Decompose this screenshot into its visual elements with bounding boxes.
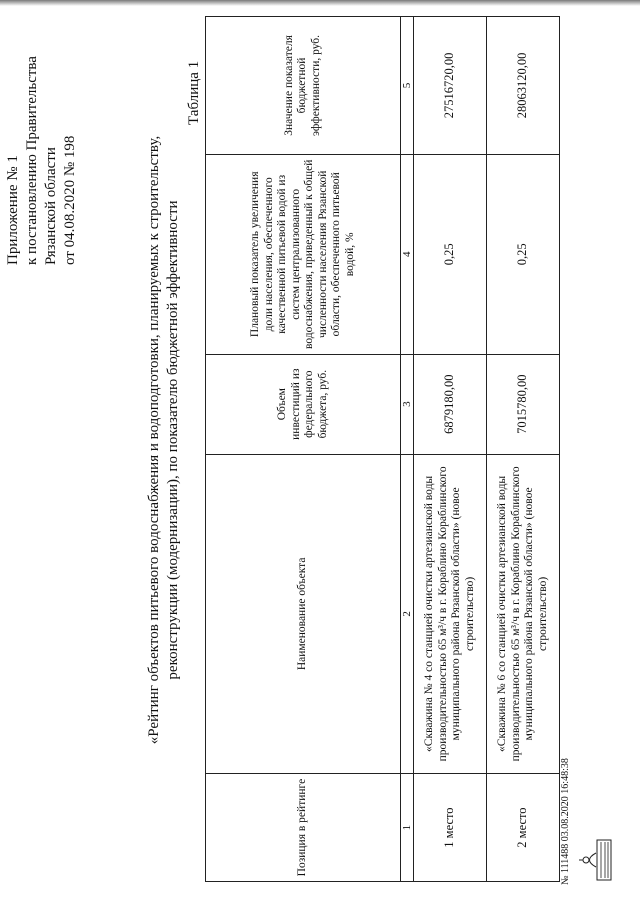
cell-indicator: 0,25 (414, 154, 487, 354)
column-number: 4 (401, 154, 414, 354)
appendix-line-4: от 04.08.2020 № 198 (62, 135, 78, 265)
cell-object-name: «Скважина № 4 со станцией очистки артезианской воды производительностью 65 м³/ч в г. Кораблино Кораблинского муниципального района Рязанской области» (новое строительство) (414, 454, 487, 774)
appendix-line-2: к постановлению Правительства (24, 56, 40, 265)
column-number: 1 (401, 774, 414, 882)
header-object-name: Наименование объекта (206, 454, 401, 774)
header-position: Позиция в рейтинге (206, 774, 401, 882)
seal-emblem-icon (577, 837, 615, 883)
cell-efficiency: 27516720,00 (414, 17, 487, 155)
cell-position: 1 место (414, 774, 487, 882)
header-indicator: Плановый показатель увеличения доли населения, обеспеченного качественной питьевой водой из систем централизованного водоснабжения, приведенный к общей численности населения Рязанской области, обеспеченного питьевой водой, % (206, 154, 401, 354)
column-number: 5 (401, 17, 414, 155)
rating-table (205, 16, 560, 882)
appendix-header (4, 5, 80, 265)
cell-indicator: 0,25 (487, 154, 560, 354)
table-row (487, 17, 560, 882)
title-line-1: «Рейтинг объектов питьевого водоснабжения и водоподготовки, планируемых к строительству, (146, 135, 162, 745)
appendix-line-3: Рязанской области (43, 147, 59, 265)
table-row (414, 17, 487, 882)
appendix-line-1: Приложение № 1 (5, 155, 21, 265)
table-header-row (206, 17, 401, 882)
document-title (145, 15, 183, 865)
cell-efficiency: 28063120,00 (487, 17, 560, 155)
registration-stamp: № 111488 03.08.2020 16:48:38 (560, 758, 571, 885)
column-number-row (401, 17, 414, 882)
column-number: 3 (401, 354, 414, 454)
table-caption: Таблица 1 (186, 60, 202, 125)
header-efficiency: Значение показателя бюджетной эффективности, руб. (206, 17, 401, 155)
cell-position: 2 место (487, 774, 560, 882)
cell-object-name: «Скважина № 6 со станцией очистки артезианской воды производительностью 65 м³/ч в г. Кораблино Кораблинского муниципального района Рязанской области» (новое строительство) (487, 454, 560, 774)
column-number: 2 (401, 454, 414, 774)
title-line-2: реконструкции (модернизации), по показателю бюджетной эффективности (165, 200, 181, 680)
cell-investment: 6879180,00 (414, 354, 487, 454)
cell-investment: 7015780,00 (487, 354, 560, 454)
header-investment: Объем инвестиций из федерального бюджета, руб. (206, 354, 401, 454)
